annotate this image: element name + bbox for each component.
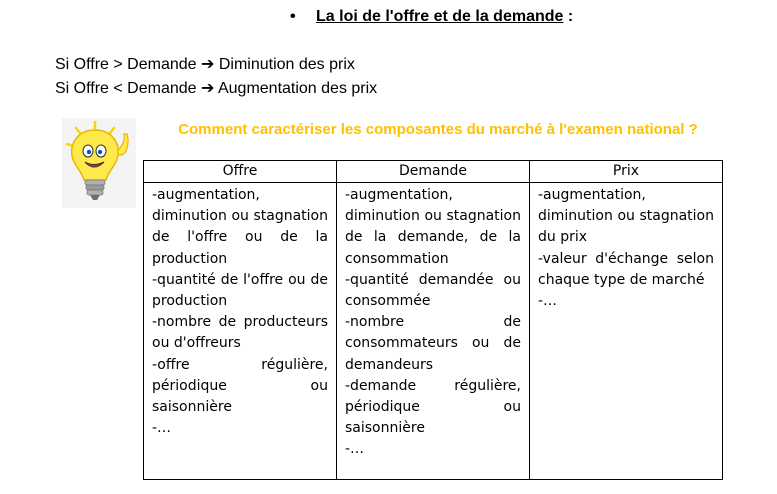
list-item: -quantité demandée ou consommée [345,271,521,310]
list-item: -offre régulière, périodique ou saisonnière [152,356,328,416]
list-item: -… [345,441,365,458]
section-heading [290,8,573,26]
bullet: • [290,8,296,25]
rule-offer-greater: Si Offre > Demande ➔ Diminution des prix [55,56,355,73]
list-item: -demande régulière, périodique ou saisonnière [345,377,521,437]
list-item: -… [538,293,558,310]
exam-question: Comment caractériser les composantes du marché à l'examen national ? [178,121,698,138]
list-item: -nombre de producteurs ou d'offreurs [152,314,328,352]
header-demande: Demande [337,161,530,183]
list-item: -valeur d'échange selon chaque type de marché [538,250,714,288]
header-prix: Prix [530,161,723,183]
list-item: -… [152,420,172,437]
list-item: -augmentation, diminution ou stagnation de l'offre ou de la production [152,187,328,267]
list-item: -augmentation, diminution ou stagnation de la demande, de la consommation [345,187,521,267]
heading-title: La loi de l'offre et de la demande [316,8,564,25]
table-row [144,183,723,480]
cell-demande [337,183,530,480]
cell-offre [144,183,337,480]
table-header-row [144,161,723,183]
list-item: -nombre de consommateurs ou de demandeurs [345,314,521,373]
list-item: -augmentation, diminution ou stagnation du prix [538,187,714,246]
header-offre: Offre [144,161,337,183]
market-components-table [143,160,723,480]
lightbulb-icon [62,118,136,208]
list-item: -quantité de l'offre ou de production [152,271,328,310]
cell-prix [530,183,723,480]
heading-suffix: : [563,8,574,25]
rule-offer-less: Si Offre < Demande ➔ Augmentation des prix [55,80,378,97]
